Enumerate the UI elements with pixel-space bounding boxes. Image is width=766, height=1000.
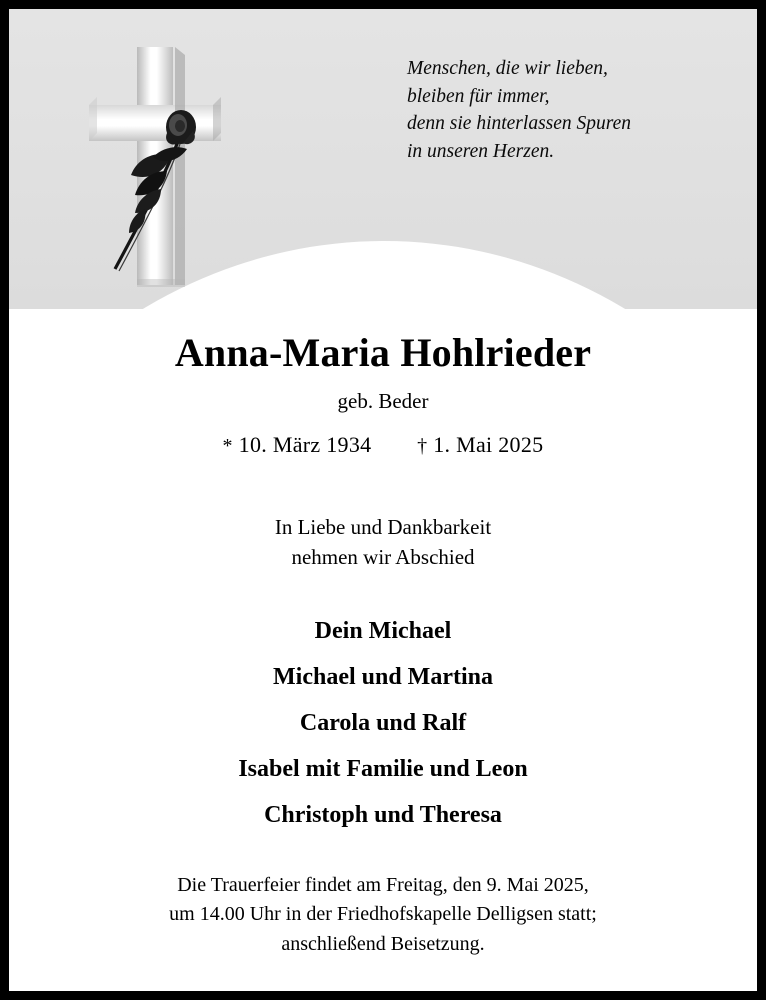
verse-line-1: Menschen, die wir lieben, bbox=[407, 58, 608, 79]
tribute-line-1: In Liebe und Dankbarkeit bbox=[274, 515, 492, 539]
cross-with-rose-graphic bbox=[81, 47, 221, 287]
birth-symbol: * bbox=[222, 435, 233, 457]
death-date: 1. Mai 2025 bbox=[433, 432, 544, 457]
maiden-name: geb. Beder bbox=[337, 389, 429, 413]
list-item: Dein Michael bbox=[314, 617, 452, 644]
tribute-text bbox=[9, 512, 757, 573]
birth-date: 10. März 1934 bbox=[238, 432, 372, 457]
list-item: Isabel mit Familie und Leon bbox=[238, 755, 528, 782]
mourners-list bbox=[9, 619, 757, 827]
tribute-line-2: nehmen wir Abschied bbox=[291, 545, 475, 570]
verse-text bbox=[407, 55, 727, 166]
list-item: Christoph und Theresa bbox=[264, 801, 502, 828]
verse-line-3: denn sie hinterlassen Spuren bbox=[407, 113, 632, 135]
funeral-details bbox=[9, 871, 757, 960]
list-item: Carola und Ralf bbox=[299, 709, 467, 736]
obituary-body bbox=[9, 309, 757, 960]
funeral-line-3: anschließend Beisetzung. bbox=[281, 933, 485, 956]
verse-line-4: in unseren Herzen. bbox=[407, 141, 555, 163]
death-symbol: † bbox=[417, 435, 428, 457]
life-dates bbox=[9, 432, 757, 458]
rose-icon bbox=[101, 97, 221, 277]
verse-line-2: bleiben für immer, bbox=[407, 85, 550, 107]
list-item: Michael und Martina bbox=[273, 663, 493, 690]
deceased-name: Anna-Maria Hohlrieder bbox=[174, 330, 592, 375]
funeral-line-1: Die Trauerfeier findet am Freitag, den 9. Mai 2025, bbox=[177, 873, 589, 896]
funeral-line-2: um 14.00 Uhr in der Friedhofskapelle Delligsen statt; bbox=[169, 903, 597, 926]
